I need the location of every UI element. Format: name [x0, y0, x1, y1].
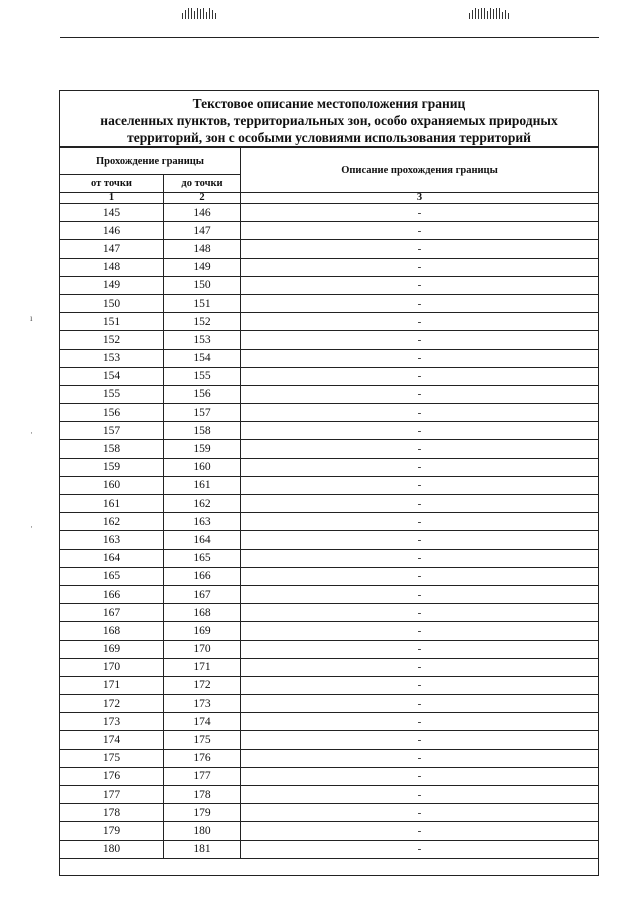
table-row	[60, 440, 599, 458]
from-point-cell: 155	[60, 385, 164, 403]
table-row	[60, 549, 599, 567]
description-cell: -	[241, 458, 599, 476]
boundary-description-document	[59, 90, 599, 876]
to-point-cell: 146	[164, 204, 241, 222]
table-row	[60, 531, 599, 549]
description-cell: -	[241, 585, 599, 603]
description-header: Описание прохождения границы	[241, 148, 599, 193]
to-point-cell: 167	[164, 585, 241, 603]
table-row	[60, 658, 599, 676]
description-cell: -	[241, 804, 599, 822]
from-point-cell: 174	[60, 731, 164, 749]
description-cell: -	[241, 240, 599, 258]
table-row	[60, 767, 599, 785]
boundary-group-header: Прохождение границы	[60, 148, 241, 175]
table-row	[60, 804, 599, 822]
to-point-cell: 177	[164, 767, 241, 785]
from-point-header: от точки	[60, 175, 164, 193]
to-point-cell: 147	[164, 222, 241, 240]
from-point-cell: 175	[60, 749, 164, 767]
description-cell: -	[241, 713, 599, 731]
barcode-mark-right	[469, 8, 509, 19]
description-cell: -	[241, 640, 599, 658]
table-row	[60, 367, 599, 385]
to-point-cell: 155	[164, 367, 241, 385]
description-cell: -	[241, 404, 599, 422]
title-line: Текстовое описание местоположения границ	[192, 96, 466, 111]
barcode-mark-left	[182, 8, 216, 19]
to-point-cell: 149	[164, 258, 241, 276]
table-row	[60, 222, 599, 240]
from-point-cell: 167	[60, 604, 164, 622]
table-body	[60, 204, 599, 859]
boundary-table	[59, 147, 599, 859]
to-point-cell: 164	[164, 531, 241, 549]
table-row	[60, 476, 599, 494]
to-point-cell: 169	[164, 622, 241, 640]
to-point-cell: 180	[164, 822, 241, 840]
description-cell: -	[241, 476, 599, 494]
table-row	[60, 640, 599, 658]
table-row	[60, 676, 599, 694]
from-point-cell: 168	[60, 622, 164, 640]
description-cell: -	[241, 385, 599, 403]
table-row	[60, 840, 599, 858]
to-point-cell: 179	[164, 804, 241, 822]
to-point-cell: 158	[164, 422, 241, 440]
description-cell: -	[241, 222, 599, 240]
from-point-cell: 169	[60, 640, 164, 658]
from-point-cell: 165	[60, 567, 164, 585]
from-point-cell: 179	[60, 822, 164, 840]
column-number: 3	[241, 193, 599, 204]
scan-artifact-mark: ·	[30, 428, 33, 438]
to-point-cell: 162	[164, 495, 241, 513]
from-point-cell: 178	[60, 804, 164, 822]
to-point-cell: 175	[164, 731, 241, 749]
from-point-cell: 162	[60, 513, 164, 531]
from-point-cell: 152	[60, 331, 164, 349]
to-point-cell: 178	[164, 786, 241, 804]
description-cell: -	[241, 676, 599, 694]
table-row	[60, 458, 599, 476]
to-point-cell: 152	[164, 313, 241, 331]
from-point-cell: 171	[60, 676, 164, 694]
column-number: 1	[60, 193, 164, 204]
document-title	[60, 91, 598, 147]
table-row	[60, 240, 599, 258]
to-point-cell: 157	[164, 404, 241, 422]
description-cell: -	[241, 822, 599, 840]
to-point-cell: 171	[164, 658, 241, 676]
from-point-cell: 151	[60, 313, 164, 331]
description-cell: -	[241, 695, 599, 713]
table-row	[60, 713, 599, 731]
to-point-cell: 176	[164, 749, 241, 767]
from-point-cell: 145	[60, 204, 164, 222]
from-point-cell: 159	[60, 458, 164, 476]
scan-artifact-mark: ·	[30, 522, 33, 532]
from-point-cell: 161	[60, 495, 164, 513]
to-point-cell: 166	[164, 567, 241, 585]
scan-artifact-mark: ı	[30, 313, 33, 323]
to-point-cell: 153	[164, 331, 241, 349]
description-cell: -	[241, 604, 599, 622]
from-point-cell: 156	[60, 404, 164, 422]
table-row	[60, 604, 599, 622]
from-point-cell: 160	[60, 476, 164, 494]
table-row	[60, 258, 599, 276]
to-point-cell: 174	[164, 713, 241, 731]
description-cell: -	[241, 622, 599, 640]
description-cell: -	[241, 786, 599, 804]
to-point-cell: 173	[164, 695, 241, 713]
table-row	[60, 276, 599, 294]
table-row	[60, 513, 599, 531]
header-rule	[60, 37, 599, 38]
from-point-cell: 164	[60, 549, 164, 567]
table-row	[60, 731, 599, 749]
from-point-cell: 163	[60, 531, 164, 549]
table-row	[60, 313, 599, 331]
description-cell: -	[241, 731, 599, 749]
from-point-cell: 150	[60, 294, 164, 312]
table-row	[60, 294, 599, 312]
title-line: территорий, зон с особыми условиями использования территорий	[127, 130, 531, 145]
table-row	[60, 495, 599, 513]
table-row	[60, 822, 599, 840]
description-cell: -	[241, 204, 599, 222]
from-point-cell: 147	[60, 240, 164, 258]
from-point-cell: 157	[60, 422, 164, 440]
table-row	[60, 695, 599, 713]
to-point-cell: 151	[164, 294, 241, 312]
from-point-cell: 153	[60, 349, 164, 367]
to-point-cell: 148	[164, 240, 241, 258]
from-point-cell: 158	[60, 440, 164, 458]
description-cell: -	[241, 495, 599, 513]
from-point-cell: 177	[60, 786, 164, 804]
description-cell: -	[241, 840, 599, 858]
from-point-cell: 146	[60, 222, 164, 240]
description-cell: -	[241, 549, 599, 567]
from-point-cell: 154	[60, 367, 164, 385]
description-cell: -	[241, 422, 599, 440]
table-row	[60, 567, 599, 585]
to-point-cell: 150	[164, 276, 241, 294]
description-cell: -	[241, 294, 599, 312]
description-cell: -	[241, 331, 599, 349]
column-number: 2	[164, 193, 241, 204]
from-point-cell: 148	[60, 258, 164, 276]
description-cell: -	[241, 276, 599, 294]
to-point-cell: 181	[164, 840, 241, 858]
table-row	[60, 585, 599, 603]
to-point-cell: 168	[164, 604, 241, 622]
from-point-cell: 170	[60, 658, 164, 676]
to-point-cell: 156	[164, 385, 241, 403]
from-point-cell: 166	[60, 585, 164, 603]
to-point-cell: 154	[164, 349, 241, 367]
to-point-cell: 160	[164, 458, 241, 476]
table-row	[60, 749, 599, 767]
description-cell: -	[241, 313, 599, 331]
from-point-cell: 176	[60, 767, 164, 785]
description-cell: -	[241, 567, 599, 585]
to-point-cell: 172	[164, 676, 241, 694]
table-row	[60, 786, 599, 804]
to-point-cell: 159	[164, 440, 241, 458]
description-cell: -	[241, 367, 599, 385]
from-point-cell: 172	[60, 695, 164, 713]
to-point-cell: 170	[164, 640, 241, 658]
title-line: населенных пунктов, территориальных зон, особо охраняемых природных	[100, 113, 558, 128]
description-cell: -	[241, 513, 599, 531]
description-cell: -	[241, 531, 599, 549]
description-cell: -	[241, 749, 599, 767]
from-point-cell: 173	[60, 713, 164, 731]
description-cell: -	[241, 767, 599, 785]
table-row	[60, 204, 599, 222]
table-row	[60, 622, 599, 640]
description-cell: -	[241, 349, 599, 367]
table-row	[60, 331, 599, 349]
description-cell: -	[241, 440, 599, 458]
to-point-cell: 165	[164, 549, 241, 567]
description-cell: -	[241, 658, 599, 676]
table-row	[60, 385, 599, 403]
description-cell: -	[241, 258, 599, 276]
from-point-cell: 180	[60, 840, 164, 858]
to-point-header: до точки	[164, 175, 241, 193]
table-row	[60, 349, 599, 367]
to-point-cell: 161	[164, 476, 241, 494]
table-row	[60, 404, 599, 422]
table-row	[60, 422, 599, 440]
to-point-cell: 163	[164, 513, 241, 531]
from-point-cell: 149	[60, 276, 164, 294]
